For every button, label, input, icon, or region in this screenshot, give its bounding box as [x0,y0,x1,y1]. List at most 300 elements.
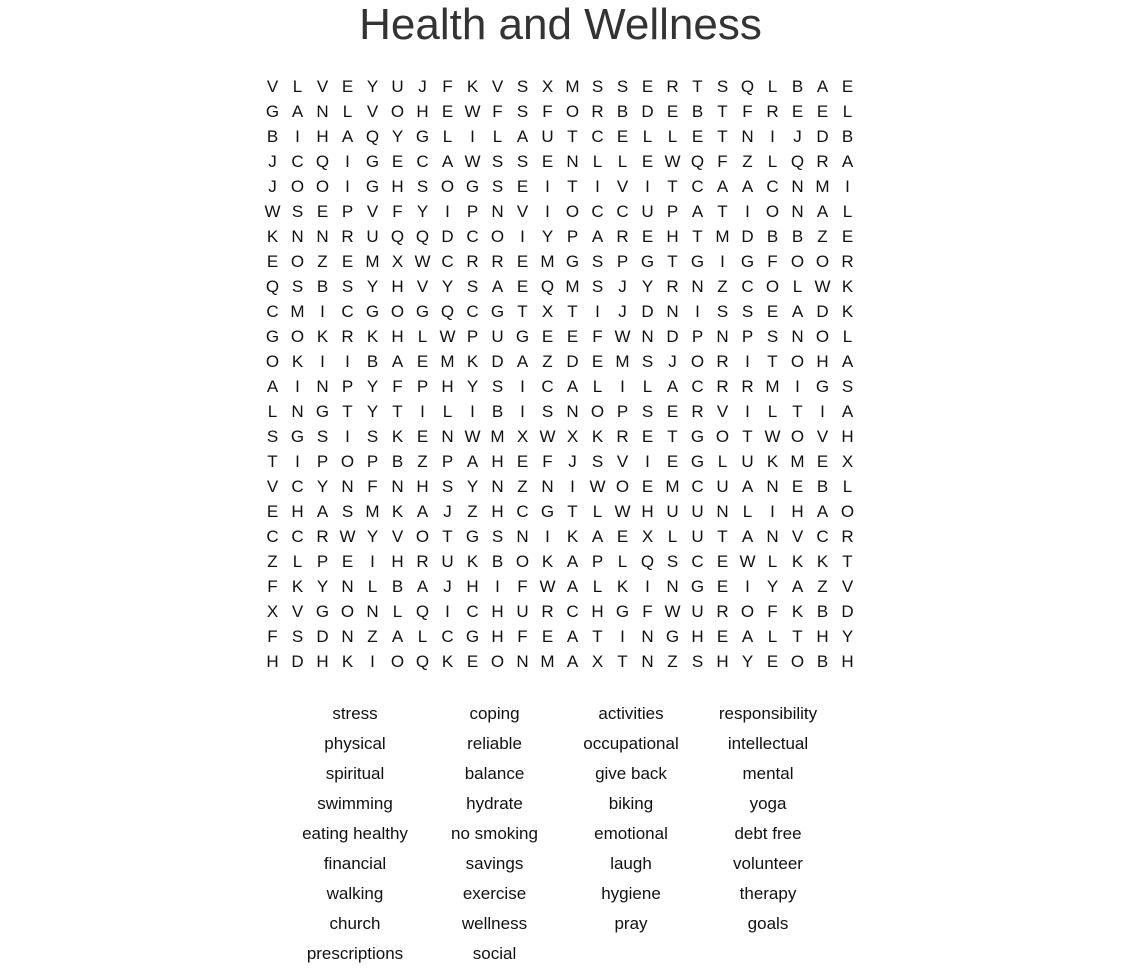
grid-letter[interactable]: E [616,127,629,146]
grid-letter[interactable]: K [766,452,779,471]
grid-letter[interactable]: S [341,502,354,521]
grid-letter[interactable]: I [595,302,600,321]
grid-letter[interactable]: I [570,477,575,496]
grid-letter[interactable]: G [515,327,530,346]
grid-letter[interactable]: Z [742,152,753,171]
grid-letter[interactable]: Z [717,277,728,296]
grid-letter[interactable]: R [716,377,729,396]
grid-letter[interactable]: S [366,427,379,446]
grid-letter[interactable]: G [415,127,430,146]
grid-letter[interactable]: Q [415,652,430,671]
grid-letter[interactable]: W [339,527,356,546]
grid-letter[interactable]: Z [542,352,553,371]
grid-letter[interactable]: B [391,452,404,471]
grid-letter[interactable]: H [416,102,429,121]
grid-letter[interactable]: Q [440,302,455,321]
grid-letter[interactable]: M [665,477,680,496]
grid-letter[interactable]: I [345,177,350,196]
grid-letter[interactable]: V [616,452,629,471]
grid-letter[interactable]: M [790,452,805,471]
grid-letter[interactable]: Q [365,127,380,146]
grid-letter[interactable]: D [816,302,829,321]
grid-letter[interactable]: S [341,277,354,296]
grid-letter[interactable]: E [266,502,279,521]
grid-letter[interactable]: D [316,627,329,646]
grid-letter[interactable]: J [268,152,277,171]
grid-letter[interactable]: F [592,327,603,346]
grid-letter[interactable]: G [690,252,705,271]
grid-letter[interactable]: G [315,402,330,421]
grid-letter[interactable]: E [466,652,479,671]
grid-letter[interactable]: R [466,252,479,271]
grid-letter[interactable]: F [517,577,528,596]
grid-letter[interactable]: H [391,327,404,346]
grid-letter[interactable]: A [591,527,604,546]
grid-letter[interactable]: P [466,327,479,346]
grid-letter[interactable]: X [566,427,579,446]
grid-letter[interactable]: P [316,552,329,571]
grid-letter[interactable]: E [641,477,654,496]
grid-letter[interactable]: I [545,202,550,221]
grid-letter[interactable]: N [341,627,354,646]
grid-letter[interactable]: D [841,602,854,621]
grid-letter[interactable]: Y [641,277,654,296]
grid-letter[interactable]: G [740,252,755,271]
grid-letter[interactable]: I [345,152,350,171]
grid-letter[interactable]: S [691,652,704,671]
grid-letter[interactable]: E [816,452,829,471]
grid-letter[interactable]: U [691,602,704,621]
grid-letter[interactable]: L [742,502,753,521]
grid-letter[interactable]: M [715,227,730,246]
grid-letter[interactable]: V [616,177,629,196]
grid-letter[interactable]: E [541,627,554,646]
grid-letter[interactable]: L [442,127,453,146]
grid-letter[interactable]: L [842,327,853,346]
grid-letter[interactable]: E [716,627,729,646]
grid-letter[interactable]: B [316,277,329,296]
grid-letter[interactable]: G [415,302,430,321]
grid-letter[interactable]: T [567,502,578,521]
grid-letter[interactable]: A [516,352,529,371]
grid-letter[interactable]: T [717,527,728,546]
grid-letter[interactable]: P [466,202,479,221]
grid-letter[interactable]: L [417,327,428,346]
grid-letter[interactable]: I [370,652,375,671]
grid-letter[interactable]: Z [267,552,278,571]
grid-letter[interactable]: Y [366,377,379,396]
grid-letter[interactable]: W [664,602,681,621]
grid-letter[interactable]: S [541,402,554,421]
grid-letter[interactable]: T [392,402,403,421]
grid-letter[interactable]: V [266,477,279,496]
grid-letter[interactable]: S [641,352,654,371]
grid-letter[interactable]: N [316,227,329,246]
grid-letter[interactable]: D [566,352,579,371]
grid-letter[interactable]: T [792,627,803,646]
grid-letter[interactable]: A [816,202,829,221]
grid-letter[interactable]: N [541,477,554,496]
grid-letter[interactable]: J [568,452,577,471]
grid-letter[interactable]: H [266,652,279,671]
grid-letter[interactable]: K [291,577,304,596]
grid-letter[interactable]: I [520,402,525,421]
grid-letter[interactable]: E [691,127,704,146]
grid-letter[interactable]: E [666,402,679,421]
grid-letter[interactable]: L [842,477,853,496]
grid-letter[interactable]: H [441,377,454,396]
grid-letter[interactable]: C [741,277,754,296]
grid-letter[interactable]: E [641,427,654,446]
grid-letter[interactable]: A [841,152,854,171]
grid-letter[interactable]: S [666,552,679,571]
grid-letter[interactable]: V [416,277,429,296]
grid-letter[interactable]: C [816,527,829,546]
grid-letter[interactable]: K [841,277,854,296]
grid-letter[interactable]: I [720,252,725,271]
grid-letter[interactable]: I [620,627,625,646]
grid-letter[interactable]: U [541,127,554,146]
grid-letter[interactable]: E [341,77,354,96]
grid-letter[interactable]: X [641,527,654,546]
grid-letter[interactable]: L [592,377,603,396]
grid-letter[interactable]: T [567,127,578,146]
grid-letter[interactable]: O [490,227,505,246]
grid-letter[interactable]: W [439,327,456,346]
grid-letter[interactable]: Y [366,277,379,296]
grid-letter[interactable]: P [591,552,604,571]
grid-letter[interactable]: C [291,477,304,496]
grid-letter[interactable]: Q [415,602,430,621]
grid-letter[interactable]: P [366,452,379,471]
grid-letter[interactable]: O [490,652,505,671]
grid-letter[interactable]: S [316,427,329,446]
grid-letter[interactable]: T [517,302,528,321]
grid-letter[interactable]: S [441,477,454,496]
grid-letter[interactable]: A [666,377,679,396]
grid-letter[interactable]: N [316,377,329,396]
grid-letter[interactable]: S [766,327,779,346]
grid-letter[interactable]: K [466,77,479,96]
grid-letter[interactable]: R [841,252,854,271]
grid-letter[interactable]: C [291,527,304,546]
grid-letter[interactable]: M [765,377,780,396]
grid-letter[interactable]: L [367,577,378,596]
grid-letter[interactable]: P [441,452,454,471]
grid-letter[interactable]: P [741,327,754,346]
grid-letter[interactable]: S [491,527,504,546]
grid-letter[interactable]: M [815,177,830,196]
grid-letter[interactable]: B [841,127,854,146]
grid-letter[interactable]: L [342,102,353,121]
grid-letter[interactable]: V [291,602,304,621]
grid-letter[interactable]: V [841,577,854,596]
grid-letter[interactable]: R [341,227,354,246]
grid-letter[interactable]: L [667,127,678,146]
grid-letter[interactable]: G [315,602,330,621]
grid-letter[interactable]: P [341,377,354,396]
grid-letter[interactable]: N [391,477,404,496]
grid-letter[interactable]: O [790,652,805,671]
grid-letter[interactable]: A [391,352,404,371]
grid-letter[interactable]: H [491,452,504,471]
grid-letter[interactable]: P [616,252,629,271]
grid-letter[interactable]: E [841,77,854,96]
grid-letter[interactable]: G [640,252,655,271]
grid-letter[interactable]: I [770,502,775,521]
grid-letter[interactable]: D [291,652,304,671]
grid-letter[interactable]: S [516,77,529,96]
grid-letter[interactable]: K [291,352,304,371]
grid-letter[interactable]: R [491,252,504,271]
grid-letter[interactable]: E [816,102,829,121]
grid-letter[interactable]: A [341,127,354,146]
grid-letter[interactable]: D [666,327,679,346]
grid-letter[interactable]: I [545,177,550,196]
grid-letter[interactable]: L [667,527,678,546]
grid-letter[interactable]: R [316,527,329,546]
grid-letter[interactable]: E [716,552,729,571]
grid-letter[interactable]: K [466,552,479,571]
grid-letter[interactable]: C [691,177,704,196]
grid-letter[interactable]: A [466,452,479,471]
grid-letter[interactable]: H [416,477,429,496]
grid-letter[interactable]: F [267,577,278,596]
grid-letter[interactable]: L [617,152,628,171]
grid-letter[interactable]: R [691,402,704,421]
grid-letter[interactable]: Q [265,277,280,296]
grid-letter[interactable]: P [666,202,679,221]
grid-letter[interactable]: F [392,202,403,221]
grid-letter[interactable]: H [316,652,329,671]
grid-letter[interactable]: N [341,477,354,496]
grid-letter[interactable]: X [541,77,554,96]
grid-letter[interactable]: A [591,227,604,246]
grid-letter[interactable]: T [667,252,678,271]
grid-letter[interactable]: N [641,327,654,346]
grid-letter[interactable]: D [491,352,504,371]
grid-letter[interactable]: Q [740,77,755,96]
grid-letter[interactable]: N [291,402,304,421]
grid-letter[interactable]: H [816,352,829,371]
grid-letter[interactable]: U [691,527,704,546]
grid-letter[interactable]: S [516,152,529,171]
grid-letter[interactable]: C [691,552,704,571]
grid-letter[interactable]: T [592,627,603,646]
grid-letter[interactable]: M [615,352,630,371]
grid-letter[interactable]: I [620,377,625,396]
grid-letter[interactable]: A [516,127,529,146]
grid-letter[interactable]: R [816,152,829,171]
grid-letter[interactable]: Z [817,577,828,596]
grid-letter[interactable]: I [745,577,750,596]
grid-letter[interactable]: O [590,402,605,421]
grid-letter[interactable]: C [291,152,304,171]
grid-letter[interactable]: H [591,602,604,621]
grid-letter[interactable]: S [466,277,479,296]
grid-letter[interactable]: L [792,277,803,296]
grid-letter[interactable]: K [841,302,854,321]
grid-letter[interactable]: V [516,202,529,221]
grid-letter[interactable]: K [791,552,804,571]
grid-letter[interactable]: N [316,102,329,121]
grid-letter[interactable]: E [541,327,554,346]
grid-letter[interactable]: Q [540,277,555,296]
grid-letter[interactable]: E [791,102,804,121]
grid-letter[interactable]: R [766,102,779,121]
grid-letter[interactable]: O [290,327,305,346]
grid-letter[interactable]: S [716,302,729,321]
grid-letter[interactable]: I [645,177,650,196]
grid-letter[interactable]: W [414,252,431,271]
grid-letter[interactable]: E [416,352,429,371]
grid-letter[interactable]: N [341,577,354,596]
grid-letter[interactable]: O [715,427,730,446]
grid-letter[interactable]: S [641,402,654,421]
grid-letter[interactable]: G [490,302,505,321]
grid-letter[interactable]: H [491,502,504,521]
grid-letter[interactable]: E [516,277,529,296]
grid-letter[interactable]: T [692,227,703,246]
grid-letter[interactable]: E [341,252,354,271]
grid-letter[interactable]: N [666,302,679,321]
grid-letter[interactable]: G [290,427,305,446]
grid-letter[interactable]: A [816,502,829,521]
grid-letter[interactable]: N [641,652,654,671]
grid-letter[interactable]: I [320,302,325,321]
grid-letter[interactable]: Y [316,477,329,496]
grid-letter[interactable]: O [790,252,805,271]
grid-letter[interactable]: E [591,352,604,371]
grid-letter[interactable]: H [841,652,854,671]
grid-letter[interactable]: V [366,202,379,221]
grid-letter[interactable]: D [441,227,454,246]
grid-letter[interactable]: H [816,627,829,646]
grid-letter[interactable]: K [441,652,454,671]
grid-letter[interactable]: H [291,502,304,521]
grid-letter[interactable]: Z [517,477,528,496]
grid-letter[interactable]: V [491,77,504,96]
grid-letter[interactable]: W [614,327,631,346]
grid-letter[interactable]: T [667,427,678,446]
grid-letter[interactable]: Z [667,652,678,671]
grid-letter[interactable]: C [566,602,579,621]
grid-letter[interactable]: F [542,102,553,121]
grid-letter[interactable]: J [668,352,677,371]
grid-letter[interactable]: A [791,577,804,596]
grid-letter[interactable]: A [816,77,829,96]
grid-letter[interactable]: N [741,127,754,146]
grid-letter[interactable]: E [766,652,779,671]
grid-letter[interactable]: O [840,502,855,521]
grid-letter[interactable]: E [541,152,554,171]
grid-letter[interactable]: R [716,602,729,621]
grid-letter[interactable]: O [290,177,305,196]
grid-letter[interactable]: I [545,527,550,546]
grid-letter[interactable]: I [695,302,700,321]
grid-letter[interactable]: H [491,627,504,646]
grid-letter[interactable]: S [416,177,429,196]
grid-letter[interactable]: I [745,402,750,421]
grid-letter[interactable]: H [491,602,504,621]
grid-letter[interactable]: L [417,627,428,646]
grid-letter[interactable]: R [341,327,354,346]
grid-letter[interactable]: T [842,552,853,571]
grid-letter[interactable]: F [642,602,653,621]
grid-letter[interactable]: V [791,527,804,546]
grid-letter[interactable]: E [391,152,404,171]
grid-letter[interactable]: L [767,402,778,421]
grid-letter[interactable]: A [741,177,754,196]
grid-letter[interactable]: L [767,552,778,571]
grid-letter[interactable]: E [516,452,529,471]
grid-letter[interactable]: L [842,202,853,221]
grid-letter[interactable]: O [340,602,355,621]
grid-letter[interactable]: X [516,427,529,446]
grid-letter[interactable]: L [292,77,303,96]
grid-letter[interactable]: N [516,652,529,671]
grid-letter[interactable]: P [341,202,354,221]
grid-letter[interactable]: G [565,252,580,271]
grid-letter[interactable]: R [741,377,754,396]
grid-letter[interactable]: O [340,452,355,471]
grid-letter[interactable]: J [418,77,427,96]
grid-letter[interactable]: I [470,402,475,421]
grid-letter[interactable]: S [491,177,504,196]
grid-letter[interactable]: N [441,427,454,446]
grid-letter[interactable]: L [767,627,778,646]
grid-letter[interactable]: I [370,552,375,571]
grid-letter[interactable]: E [641,152,654,171]
grid-letter[interactable]: G [265,102,280,121]
grid-letter[interactable]: I [845,177,850,196]
grid-letter[interactable]: U [516,602,529,621]
grid-letter[interactable]: Z [467,502,478,521]
grid-letter[interactable]: E [841,227,854,246]
grid-letter[interactable]: W [464,152,481,171]
grid-letter[interactable]: R [666,277,679,296]
grid-letter[interactable]: B [766,227,779,246]
grid-letter[interactable]: P [691,327,704,346]
grid-letter[interactable]: Z [817,227,828,246]
grid-letter[interactable]: F [542,452,553,471]
grid-letter[interactable]: Y [366,527,379,546]
grid-letter[interactable]: N [291,227,304,246]
grid-letter[interactable]: N [791,327,804,346]
grid-letter[interactable]: M [540,252,555,271]
grid-letter[interactable]: S [616,77,629,96]
grid-letter[interactable]: Q [315,152,330,171]
grid-letter[interactable]: L [592,152,603,171]
grid-letter[interactable]: W [539,577,556,596]
grid-letter[interactable]: A [791,302,804,321]
grid-letter[interactable]: L [617,552,628,571]
grid-letter[interactable]: H [716,652,729,671]
grid-letter[interactable]: O [290,252,305,271]
grid-letter[interactable]: Y [741,652,754,671]
grid-letter[interactable]: L [592,502,603,521]
grid-letter[interactable]: M [365,502,380,521]
grid-letter[interactable]: F [767,252,778,271]
grid-letter[interactable]: O [265,352,280,371]
grid-letter[interactable]: A [741,627,754,646]
grid-letter[interactable]: H [391,177,404,196]
grid-letter[interactable]: E [666,102,679,121]
grid-letter[interactable]: I [745,352,750,371]
grid-letter[interactable]: O [815,327,830,346]
grid-letter[interactable]: E [516,177,529,196]
grid-letter[interactable]: M [440,352,455,371]
